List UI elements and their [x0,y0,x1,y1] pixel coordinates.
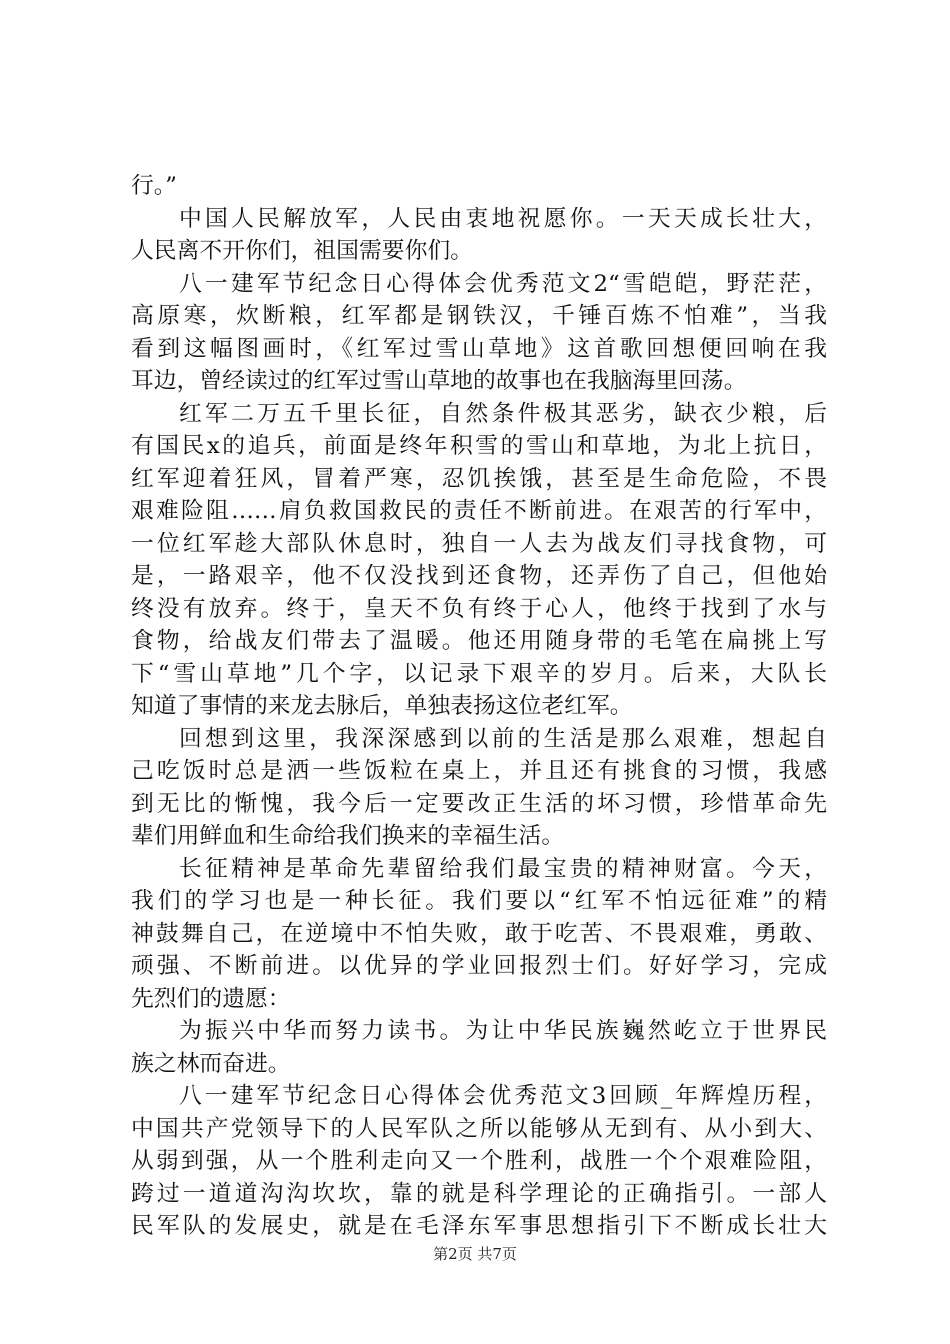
page-footer: 第2页 共7页 [433,1245,517,1263]
text-line: 辈们用鲜血和生命给我们换来的幸福生活。 [131,823,565,849]
text-line: 看到这幅图画时，《红军过雪山草地》这首歌回想便回响在我 [131,335,827,362]
text-line: 族之林而奋进。 [131,1050,291,1077]
text-line: 八一建军节纪念日心得体会优秀范文2“雪皑皑，野茫茫， [179,270,827,297]
body-text [131,170,827,1243]
text-line: 跨过一道道沟沟坎坎，靠的就是科学理论的正确指引。一部人 [131,1180,827,1207]
text-line: 中国人民解放军，人民由衷地祝愿你。一天天成长壮大， [179,205,827,232]
text-line: 下“雪山草地”几个字，以记录下艰辛的岁月。后来，大队长 [131,660,827,687]
text-line: 是，一路艰辛，他不仅没找到还食物，还弄伤了自己，但他始 [131,563,827,589]
text-line: 从弱到强，从一个胜利走向又一个胜利，战胜一个个艰难险阻， [131,1148,827,1174]
text-line: 回想到这里，我深深感到以前的生活是那么艰难，想起自 [179,725,827,752]
text-line: 为振兴中华而努力读书。为让中华民族巍然屹立于世界民 [179,1018,827,1044]
text-line: 食物，给战友们带去了温暖。他还用随身带的毛笔在扁挑上写 [131,628,827,654]
text-line: 神鼓舞自己，在逆境中不怕失败，敢于吃苦、不畏艰难，勇敢、 [131,920,827,947]
text-line: 艰难险阻……肩负救国救民的责任不断前进。在艰苦的行军中， [131,498,827,524]
text-line: 人民离不开你们，祖国需要你们。 [131,238,473,264]
text-line: 一位红军趁大部队休息时，独自一人去为战友们寻找食物，可 [131,530,827,557]
text-line: 到无比的惭愧，我今后一定要改正生活的坏习惯，珍惜革命先 [131,790,827,817]
text-line: 红军迎着狂风，冒着严寒，忍饥挨饿，甚至是生命危险，不畏 [131,465,827,492]
text-line: 长征精神是革命先辈留给我们最宝贵的精神财富。今天， [179,855,827,882]
text-line: 耳边，曾经读过的红军过雪山草地的故事也在我脑海里回荡。 [131,368,747,394]
text-line: 我们的学习也是一种长征。我们要以“红军不怕远征难”的精 [131,888,827,914]
text-line: 知道了事情的来龙去脉后，单独表扬这位老红军。 [131,693,633,719]
text-line: 八一建军节纪念日心得体会优秀范文3回顾_年辉煌历程， [179,1083,827,1109]
text-line: 高原寒，炊断粮，红军都是钢铁汉，千锤百炼不怕难”，当我 [131,303,827,329]
text-line: 民军队的发展史，就是在毛泽东军事思想指引下不断成长壮大 [131,1213,827,1239]
text-line: 顽强、不断前进。以优异的学业回报烈士们。好好学习，完成 [131,953,827,979]
text-line: 有国民x的追兵，前面是终年积雪的雪山和草地，为北上抗日， [131,433,827,459]
text-line: 红军二万五千里长征，自然条件极其恶劣，缺衣少粮，后 [179,400,827,427]
text-line: 中国共产党领导下的人民军队之所以能够从无到有、从小到大、 [131,1115,827,1142]
text-line: 先烈们的遗愿： [131,985,291,1012]
text-line: 终没有放弃。终于，皇天不负有终于心人，他终于找到了水与 [131,595,827,622]
text-line: 行。” [131,173,177,199]
text-line: 己吃饭时总是洒一些饭粒在桌上，并且还有挑食的习惯，我感 [131,758,827,784]
